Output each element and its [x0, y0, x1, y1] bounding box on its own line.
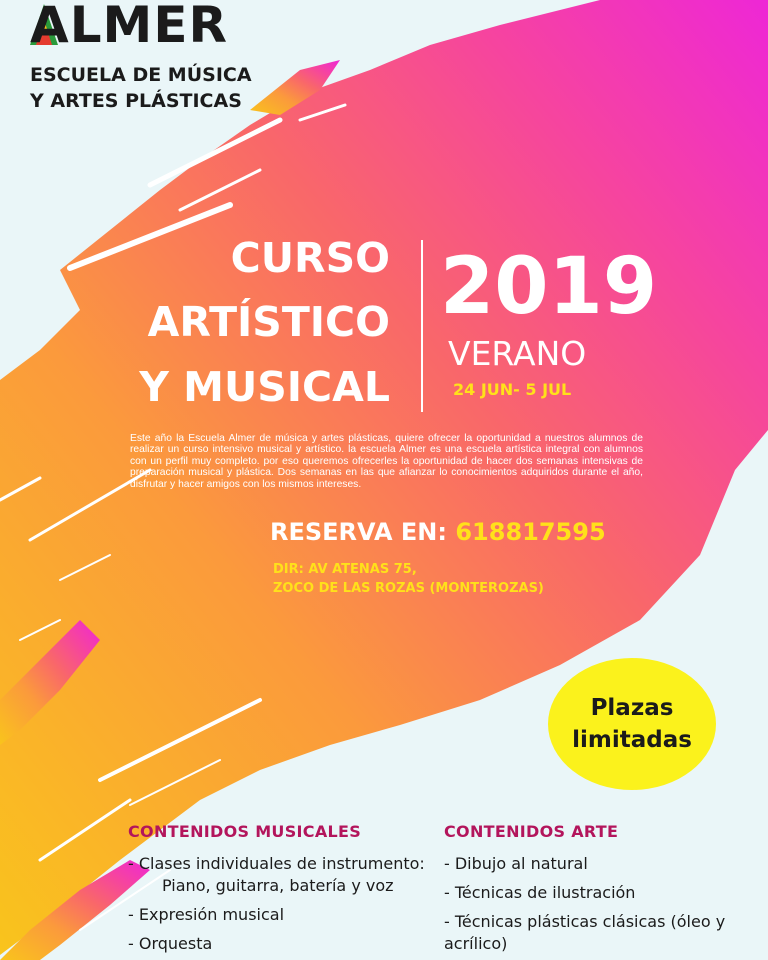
address-line1: DIR: AV ATENAS 75, [273, 562, 417, 577]
badge-line2: limitadas [572, 727, 692, 753]
limited-places-badge [548, 658, 716, 790]
school-name-line2: Y ARTES PLÁSTICAS [30, 90, 242, 112]
reservation-line [270, 518, 606, 546]
description-text: Este año la Escuela Almer de música y artes plásticas, quiere ofrecer la oportunidad a nuestros alumnos de realizar un curso intensivo musical y artístico. la escuela Almer es una escuela artística integral con alumnos con un perfil muy completo. por eso queremos ofrecerles la oportunidad de hacer dos semanas intensivas de preparación musical y plástica. Dos semanas en las que afianzar lo conocimientos adquiridos durante el año, disfrutar y hacer amigos con los mismos intereses. [130, 433, 643, 490]
list-item: - Orquesta [128, 934, 213, 953]
logo-text: ALMER [30, 0, 228, 54]
list-item: - Expresión musical [128, 905, 285, 924]
season: VERANO [448, 334, 587, 373]
reservation-label: RESERVA EN: [270, 518, 447, 546]
year: 2019 [440, 242, 658, 332]
art-contents-list [444, 853, 744, 960]
list-item: - Clases individuales de instrumento: [128, 854, 425, 873]
list-item: Piano, guitarra, batería y voz [162, 876, 394, 895]
list-item: - Técnicas plásticas clásicas (óleo y acrílico) [444, 912, 726, 953]
course-title-line2: ARTÍSTICO [147, 298, 390, 346]
logo-wordmark [30, 0, 228, 54]
course-title-line1: CURSO [230, 234, 390, 282]
art-contents-heading: CONTENIDOS ARTE [444, 822, 619, 841]
phone-number: 618817595 [455, 518, 606, 546]
course-title-line3: Y MUSICAL [139, 363, 390, 411]
course-dates: 24 JUN- 5 JUL [453, 380, 572, 399]
badge-line1: Plazas [590, 695, 674, 721]
list-item: - Técnicas de ilustración [444, 883, 636, 902]
title-divider [421, 240, 423, 412]
school-name-line1: ESCUELA DE MÚSICA [30, 64, 252, 86]
list-item: - Dibujo al natural [444, 854, 588, 873]
address [273, 560, 544, 598]
address-line2: ZOCO DE LAS ROZAS (MONTEROZAS) [273, 581, 544, 596]
musical-contents-heading: CONTENIDOS MUSICALES [128, 822, 362, 841]
musical-contents-list [128, 853, 438, 960]
